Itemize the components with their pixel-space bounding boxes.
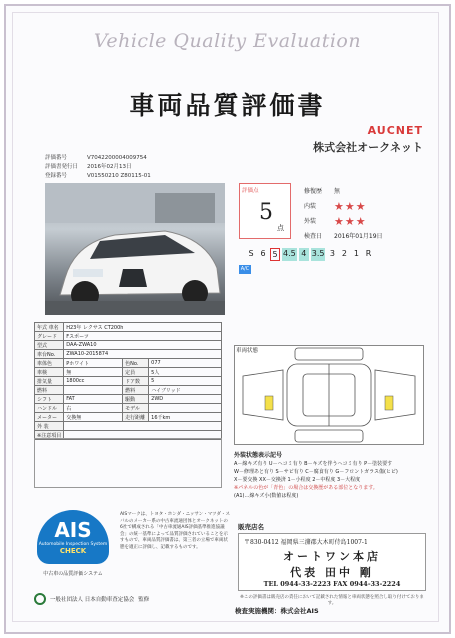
shop-representative: 代表 田中 剛: [290, 566, 374, 579]
meta-value: 2016年02月13日: [87, 164, 132, 170]
spec-key: 駆動: [123, 395, 149, 404]
spec-key: ※注意項目: [35, 431, 64, 440]
main-title: 車両品質評価書: [129, 91, 326, 120]
table-row: [35, 404, 222, 413]
diagram-title: 車両状態: [236, 348, 259, 354]
meta-block: [45, 154, 151, 181]
spec-key: 燃料: [35, 386, 64, 395]
grade-scale: [246, 248, 373, 261]
car-illustration: [45, 183, 225, 315]
ais-badge-check: CHECK: [59, 547, 87, 555]
spec-key: 定員: [123, 368, 149, 377]
spec-value: 5人: [149, 368, 222, 377]
spec-value: DAA-ZWA10: [64, 341, 222, 350]
spec-value: H23年 レクサス CT200h: [64, 323, 222, 332]
spec-value: [64, 422, 222, 431]
spec-value: 5: [149, 377, 222, 386]
brand-block: [313, 124, 423, 155]
spec-key: 年式 車名: [35, 323, 64, 332]
table-row: [35, 377, 222, 386]
meta-value: V01550210 Z80115-01: [87, 173, 151, 179]
legend-line: A－線キズ有り U－ヘコミ有り B－キズを伴うヘコミ有り P－塗装要す: [234, 461, 393, 467]
association-role: 監修: [138, 597, 150, 603]
spec-value: [64, 386, 123, 395]
status-row: [304, 199, 383, 214]
spec-key: 型式: [35, 341, 64, 350]
table-row: [35, 341, 222, 350]
spec-key: 車台No.: [35, 350, 64, 359]
spec-value: FAT: [64, 395, 123, 404]
ais-description: AISマークは、トヨタ・ホンダ・ニッサン・マツダ・スバルのメーカー系の中古車流通団体とオークネットの6社で構成される「中古車流通AIS評価基準推進協議会」の統一基準によって品質評価されていることを示すもので、車両品質評価書は、第三者の立場で車両状態を適正に評価し、記載するものです。: [120, 512, 230, 550]
legend-warning: ※パネルの色が「青色」の場合は交換歴がある部位となります。: [234, 485, 378, 491]
script-title: Vehicle Quality Evaluation: [93, 30, 362, 52]
table-row: [35, 368, 222, 377]
shop-address: 〒830-0412 福岡県三潴郡大木町侍島1007-1: [244, 539, 368, 546]
meta-row: [45, 154, 151, 163]
spec-value: 交換無: [64, 413, 123, 422]
shop-stamp-box: [238, 533, 426, 591]
ais-logo-block: [31, 510, 115, 582]
legend-subnote: (A1)…線キズ小(数値は程度): [234, 493, 299, 499]
spec-value: [149, 404, 222, 413]
spec-value: 1800cc: [64, 377, 123, 386]
association-logo-icon: [34, 593, 46, 605]
status-row: [304, 214, 383, 229]
spec-table: [34, 322, 222, 440]
meta-row: [45, 163, 151, 172]
inspector-info: 検査実施機関：株式会社AIS: [235, 607, 319, 615]
interior-stars: ★★★: [334, 200, 367, 213]
legend-block: [234, 452, 424, 500]
shop-note: ※この評価書は販売店の責任において記載された情報と車両状態を照合し取り付けております。: [240, 595, 424, 606]
status-label: 外装: [304, 218, 317, 225]
shop-name: オートワン本店: [283, 550, 381, 563]
spec-key: 色No.: [123, 359, 149, 368]
status-block: [304, 184, 383, 244]
car-layout-diagram: [235, 346, 423, 444]
exterior-stars: ★★★: [334, 215, 367, 228]
spec-value: Fスポーツ: [64, 332, 222, 341]
spec-key: 燃料: [123, 386, 149, 395]
meta-label: 評価番号: [45, 155, 68, 161]
legend-line: W－修理あと有り S－サビ有り C－腐食有り G－フロントガラス傷(ヒビ): [234, 469, 398, 475]
table-row: [35, 350, 222, 359]
association-name: 一般社団法人 日本自動車査定協会: [50, 597, 135, 603]
spec-value: 無: [64, 368, 123, 377]
status-row: [304, 229, 383, 244]
table-row: [35, 395, 222, 404]
meta-label: 評価書発行日: [45, 164, 79, 170]
status-label: 検査日: [304, 233, 323, 240]
grade-unit: 点: [277, 224, 284, 232]
ac-badge: A/C: [240, 266, 250, 272]
spec-key: 車体色: [35, 359, 64, 368]
meta-row: [45, 172, 151, 181]
spec-key: ドア数: [123, 377, 149, 386]
scale-item: 4.5: [282, 248, 297, 261]
status-label: 内装: [304, 203, 317, 210]
scale-item: S: [248, 249, 254, 258]
ais-badge-subtitle: Automobile Inspection System: [38, 542, 108, 547]
meta-label: 登録番号: [45, 173, 68, 179]
spec-key: メーター: [35, 413, 64, 422]
scale-item: 4: [299, 248, 309, 261]
spec-key: 走行距離: [123, 413, 149, 422]
association-block: [34, 593, 149, 605]
status-value: 2016年01月19日: [334, 233, 383, 240]
spec-key: ハンドル: [35, 404, 64, 413]
spec-key: グレード: [35, 332, 64, 341]
legend-line: X－要交換 XX－交換済 1－小程度 2－中程度 3－大程度: [234, 477, 361, 483]
grade-value: 5: [259, 200, 273, 225]
status-value: 無: [334, 188, 341, 195]
spec-value: ZWA10-2015874: [64, 350, 222, 359]
table-row: [35, 332, 222, 341]
aucnet-logo: AUCNET: [367, 124, 423, 137]
table-row: [35, 359, 222, 368]
grade-box: [239, 183, 291, 239]
status-row: [304, 184, 383, 199]
table-row: [35, 323, 222, 332]
spec-value: 077: [149, 359, 222, 368]
meta-value: V7042200004009754: [87, 155, 147, 161]
legend-title: 外装状態表示記号: [234, 452, 283, 459]
spec-value: Pホワイト: [64, 359, 123, 368]
company-name: 株式会社オークネット: [313, 141, 423, 154]
spec-key: 外 装: [35, 422, 64, 431]
grade-label: 評価点: [242, 188, 259, 194]
spec-key: シフト: [35, 395, 64, 404]
scale-item: 2: [341, 249, 348, 258]
table-row: [35, 422, 222, 431]
table-row: [35, 386, 222, 395]
vehicle-condition-diagram: [234, 345, 424, 445]
status-label: 修復歴: [304, 188, 323, 195]
scale-item: 1: [353, 249, 360, 258]
ais-label: 中古車の品質評価システム: [43, 571, 103, 577]
ais-badge: [37, 510, 109, 564]
table-row: [35, 413, 222, 422]
shop-tel: TEL 0944-33-2223 FAX 0944-33-2224: [263, 580, 401, 588]
spec-value: 右: [64, 404, 123, 413]
spec-key: 排気量: [35, 377, 64, 386]
spec-key: 車検: [35, 368, 64, 377]
scale-item: 3: [329, 249, 336, 258]
scale-item: 6: [260, 249, 266, 258]
shop-heading: 販売店名: [238, 523, 264, 531]
vehicle-photo: [45, 183, 225, 315]
scale-item-selected: 5: [270, 248, 280, 261]
spec-key: モデル: [123, 404, 149, 413]
spec-value: ハイブリッド: [149, 386, 222, 395]
notes-area: [34, 438, 222, 488]
ais-badge-title: AIS: [54, 518, 92, 542]
scale-item: R: [365, 249, 372, 258]
spec-value: 2WD: [149, 395, 222, 404]
scale-item: 3.5: [311, 248, 326, 261]
spec-value: 16千km: [149, 413, 222, 422]
